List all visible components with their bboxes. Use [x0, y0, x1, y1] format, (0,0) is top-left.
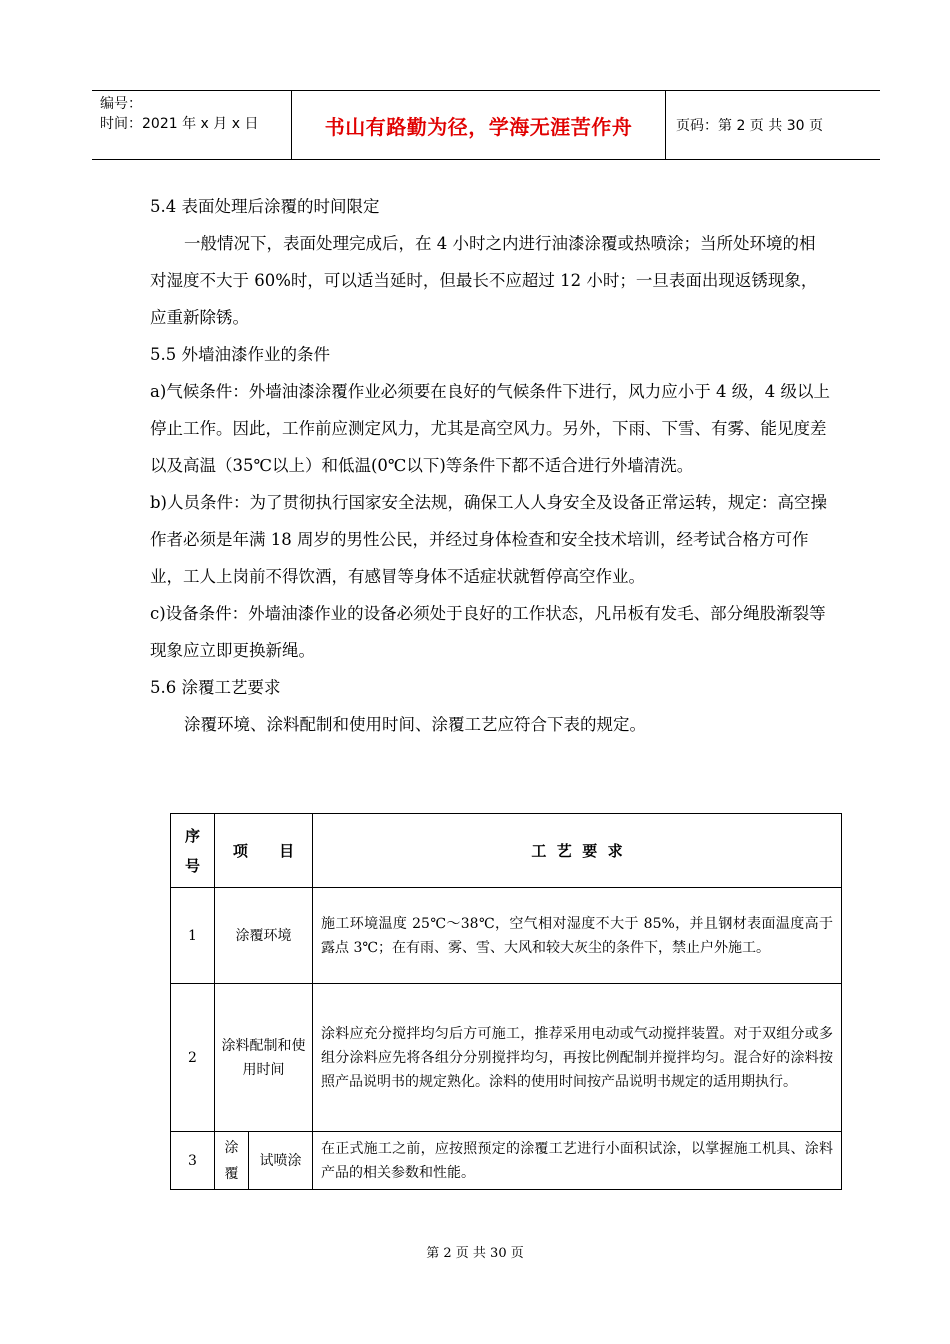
section-5-4-title: 5.4 表面处理后涂覆的时间限定 — [150, 197, 380, 216]
page-header — [92, 90, 880, 160]
header-meta — [92, 91, 292, 159]
table-row — [171, 888, 842, 984]
row-item: 涂覆环境 — [215, 888, 313, 984]
row-no: 3 — [171, 1132, 215, 1190]
row-no: 1 — [171, 888, 215, 984]
section-5-6-title: 5.6 涂覆工艺要求 — [150, 678, 281, 697]
header-motto: 书山有路勤为径，学海无涯苦作舟 — [292, 91, 666, 159]
section-5-5-item-b: b)人员条件：为了贯彻执行国家安全法规，确保工人人身安全及设备正常运转，规定：高空操作者必须是年满 18 周岁的男性公民，并经过身体检查和安全技术培训，经考试合格方可作业，工人上岗前不得饮酒，有感冒等身体不适症状就暂停高空作业。 — [150, 493, 827, 586]
row-requirement: 在正式施工之前，应按照预定的涂覆工艺进行小面积试涂，以掌握施工机具、涂料产品的相关参数和性能。 — [313, 1132, 842, 1190]
section-5-5-title: 5.5 外墙油漆作业的条件 — [150, 345, 330, 364]
section-5-5-item-c: c)设备条件：外墙油漆作业的设备必须处于良好的工作状态，凡吊板有发毛、部分绳股渐裂等现象应立即更换新绳。 — [150, 604, 826, 660]
section-5-6-paragraph: 涂覆环境、涂料配制和使用时间、涂覆工艺应符合下表的规定。 — [184, 715, 646, 734]
table-row — [171, 1132, 842, 1190]
header-page-info: 页码：第 2 页 共 30 页 — [676, 118, 823, 134]
section-5-4-paragraph: 一般情况下，表面处理完成后，在 4 小时之内进行油漆涂覆或热喷涂；当所处环境的相对湿度不大于 60%时，可以适当延时，但最长不应超过 12 小时；一旦表面出现返锈现象，应重新除锈。 — [150, 234, 818, 327]
document-body — [150, 188, 830, 743]
row-item-group: 涂覆 — [215, 1132, 249, 1190]
table-row — [171, 984, 842, 1132]
coating-process-table — [170, 813, 842, 1190]
page-footer: 第 2 页 共 30 页 — [426, 1246, 524, 1261]
header-no: 序 号 — [171, 814, 215, 888]
table-header-row — [171, 814, 842, 888]
row-item: 试喷涂 — [249, 1132, 313, 1190]
section-5-5-item-a: a)气候条件：外墙油漆涂覆作业必须要在良好的气候条件下进行，风力应小于 4 级，4 级以上停止工作。因此，工作前应测定风力，尤其是高空风力。另外，下雨、下雪、有雾、能见度差以及高温（35℃以上）和低温(0℃以下)等条件下都不适合进行外墙清洗。 — [150, 382, 831, 475]
header-item: 项 目 — [215, 814, 313, 888]
code-label: 编号： — [100, 96, 142, 112]
row-requirement: 施工环境温度 25℃～38℃，空气相对湿度不大于 85%，并且钢材表面温度高于露点 3℃；在有雨、雾、雪、大风和较大灰尘的条件下，禁止户外施工。 — [313, 888, 842, 984]
row-requirement: 涂料应充分搅拌均匀后方可施工，推荐采用电动或气动搅拌装置。对于双组分或多组分涂料应先将各组分分别搅拌均匀，再按比例配制并搅拌均匀。混合好的涂料按照产品说明书的规定熟化。涂料的使用时间按产品说明书规定的适用期执行。 — [313, 984, 842, 1132]
header-requirement: 工 艺 要 求 — [313, 814, 842, 888]
row-item: 涂料配制和使用时间 — [215, 984, 313, 1132]
time-text: 时间：2021 年 x 月 x 日 — [100, 116, 259, 132]
row-no: 2 — [171, 984, 215, 1132]
